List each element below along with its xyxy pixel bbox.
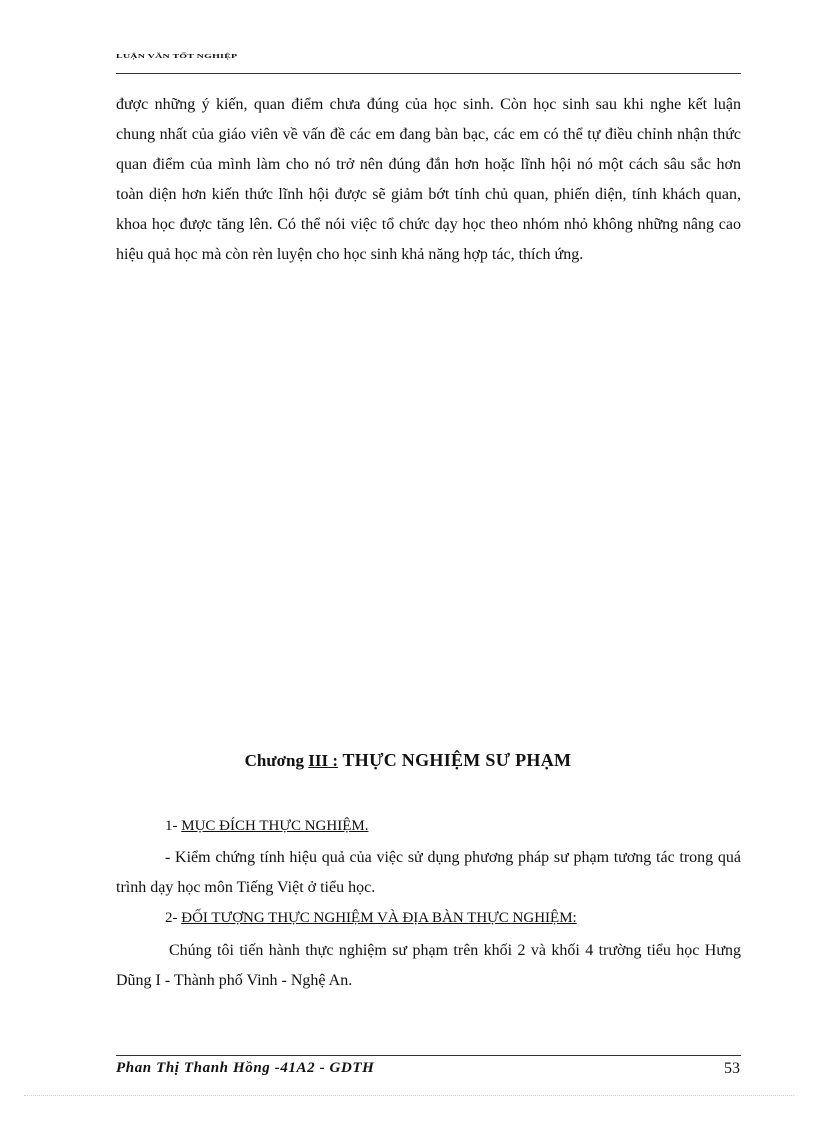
page-number: 53 bbox=[724, 1060, 740, 1077]
chapter-prefix: Chương bbox=[244, 751, 309, 770]
body-paragraph: được những ý kiến, quan điểm chưa đúng của học sinh. Còn học sinh sau khi nghe kết luận chung nhất của giáo viên về vấn đề các em đang bàn bạc, các em có thể tự điều chỉnh nhận thức quan điểm của mình làm cho nó trở nên đúng đắn hơn hoặc lĩnh hội nó một cách sâu sắc hơn toàn diện hơn kiến thức lĩnh hội được sẽ giảm bớt tính chủ quan, phiến diện, tính khách quan, khoa học được tăng lên. Có thể nói việc tổ chức dạy học theo nhóm nhỏ không những nâng cao hiệu quả học mà còn rèn luyện cho học sinh khả năng hợp tác, thích ứng. bbox=[116, 96, 741, 263]
running-header: LUẬN VĂN TỐT NGHIỆP bbox=[116, 53, 238, 60]
section-number: 2- bbox=[165, 910, 182, 926]
chapter-number: III : bbox=[308, 751, 338, 770]
section-1-text: - Kiểm chứng tính hiệu quả của việc sử dụng phương pháp sư phạm tương tác trong quá trình dạy học môn Tiếng Việt ở tiểu học. bbox=[116, 849, 741, 896]
footer-rule bbox=[116, 1055, 741, 1056]
section-2-text: Chúng tôi tiến hành thực nghiệm sư phạm trên khối 2 và khối 4 trường tiểu học Hưng Dũng I - Thành phố Vinh - Nghệ An. bbox=[116, 942, 741, 989]
chapter-heading bbox=[0, 750, 816, 771]
chapter-title: THỰC NGHIỆM SƯ PHẠM bbox=[337, 750, 572, 770]
section-heading-1 bbox=[165, 818, 368, 835]
section-title: MỤC ĐÍCH THỰC NGHIỆM. bbox=[181, 818, 369, 834]
section-heading-2 bbox=[165, 910, 577, 927]
section-number: 1- bbox=[165, 818, 182, 834]
footer-author: Phan Thị Thanh Hồng -41A2 - GDTH bbox=[116, 1060, 375, 1076]
header-rule bbox=[116, 73, 741, 74]
section-title: ĐỐI TƯỢNG THỰC NGHIỆM VÀ ĐỊA BÀN THỰC NGHIỆM: bbox=[181, 910, 577, 926]
page-edge-divider bbox=[24, 1095, 794, 1096]
